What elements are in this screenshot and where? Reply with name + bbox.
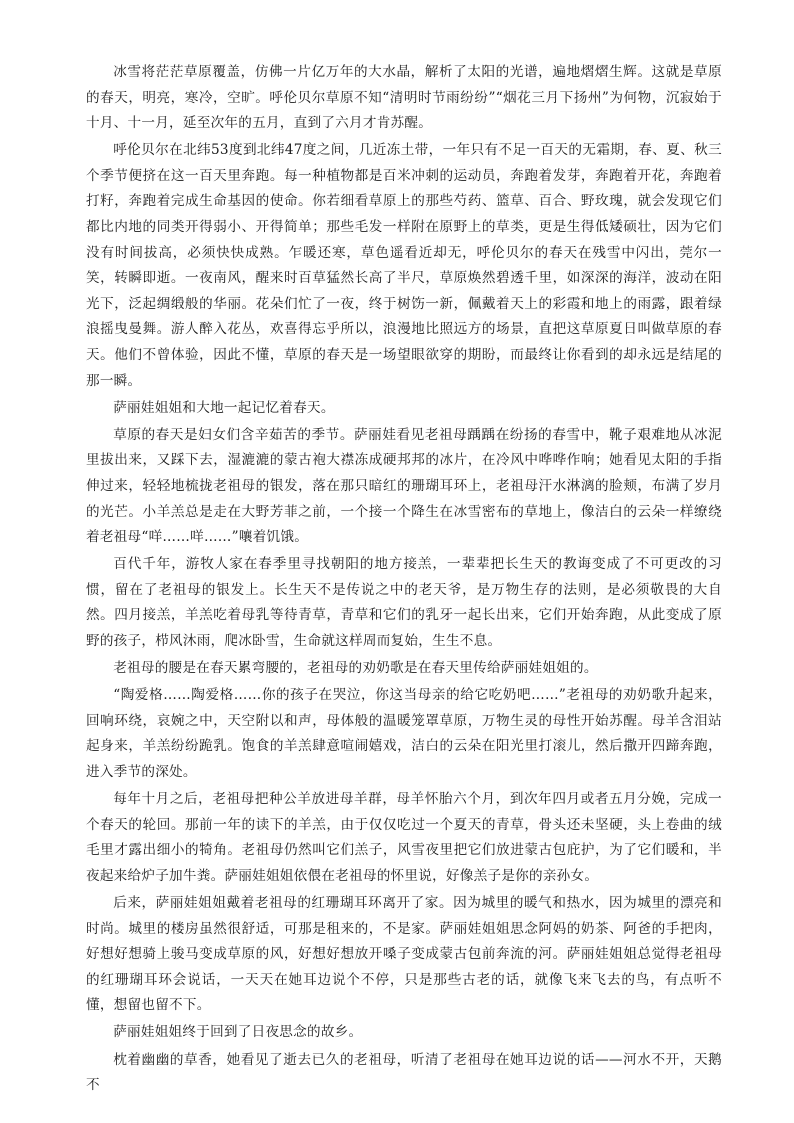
- paragraph-6: 老祖母的腰是在春天累弯腰的，老祖母的劝奶歌是在春天里传给萨丽娃姐姐的。: [113, 660, 598, 677]
- paragraph-1: 冰雪将茫茫草原覆盖，仿佛一片亿万年的大水晶，解析了太阳的光谱，遍地熠熠生辉。这就是草原的春天，明亮，寒冷，空旷。呼伦贝尔草原不知“清明时节雨纷纷”“烟花三月下扬州”为何物，沉寂始于十月、十一月，延至次年的五月，直到了六月才肯苏醒。: [86, 64, 722, 132]
- paragraph-2: 呼伦贝尔在北纬53度到北纬47度之间，几近冻土带，一年只有不足一百天的无霜期，春、夏、秋三个季节便挤在这一百天里奔跑。每一种植物都是百米冲刺的运动员，奔跑着发芽，奔跑着开花，奔跑着打籽，奔跑着完成生命基因的使命。你若细看草原上的那些芍药、篮草、百合、野玫瑰，就会发现它们都比内地的同类开得弱小、开得简单；那些毛发一样附在原野上的草类，更是生得低矮硕壮，因为它们没有时间拔高，必须快快成熟。乍暖还寒，草色遥看近却无，呼伦贝尔的春天在残雪中闪出，莞尔一笑，转瞬即逝。一夜南风，醒来时百草猛然长高了半尺，草原焕然碧透千里，如深深的海洋，波动在阳光下，泛起绸缎般的华丽。花朵们忙了一夜，终于树饬一新，佩戴着天上的彩霞和地上的雨露，跟着绿浪摇曳曼舞。游人醉入花丛，欢喜得忘乎所以，浪漫地比照远方的场景，直把这草原夏日叫做草原的春天。他们不曾体验，因此不懂，草原的春天是一场望眼欲穿的期盼，而最终让你看到的却永远是结尾的那一瞬。: [86, 142, 722, 389]
- paragraph-11: 枕着幽幽的草香，她看见了逝去已久的老祖母，听清了老祖母在她耳边说的话——河水不开，天鹅不: [86, 1051, 722, 1094]
- paragraph-9: 后来，萨丽娃姐姐戴着老祖母的红珊瑚耳环离开了家。因为城里的暖气和热水，因为城里的漂亮和时尚。城里的楼房虽然很舒适，可那是租来的，不是家。萨丽娃姐姐思念阿妈的奶茶、阿爸的手把肉，好想好想骑上骏马变成草原的风，好想好想放开嗓子变成蒙古包前奔流的河。萨丽娃姐姐总觉得老祖母的红珊瑚耳环会说话，一天天在她耳边说个不停，只是那些古老的话，就像飞来飞去的鸟，有点听不懂，想留也留不下。: [86, 895, 722, 1014]
- paragraph-5: 百代千年，游牧人家在春季里寻找朝阳的地方接羔，一辈辈把长生天的教诲变成了不可更改的习惯，留在了老祖母的银发上。长生天不是传说之中的老天爷，是万物生存的法则，是必须敬畏的大自然。四月接羔，羊羔吃着母乳等待青草，青草和它们的乳牙一起长出来，它们开始奔跑，从此变成了原野的孩子，栉风沐雨，爬冰卧雪，生命就这样周而复始，生生不息。: [86, 556, 722, 650]
- paragraph-3: 萨丽娃姐姐和大地一起记忆着春天。: [113, 399, 335, 416]
- paragraph-4: 草原的春天是妇女们含辛茹苦的季节。萨丽娃看见老祖母踽踽在纷扬的春雪中，靴子艰难地从冰泥里拔出来，又踩下去，湿漉漉的蒙古袍大襟冻成硬邦邦的冰片，在冷风中哗哗作响；她看见太阳的手指伸过来，轻轻地梳拢老祖母的银发，落在那只暗红的珊瑚耳环上，老祖母汗水淋漓的脸颊，布满了岁月的光芒。小羊羔总是走在大野芳菲之前，一个接一个降生在冰雪密布的草地上，像洁白的云朵一样缭绕着老祖母“咩……咩……”嚷着饥饿。: [86, 426, 722, 546]
- paragraph-10: 萨丽娃姐姐终于回到了日夜思念的故乡。: [113, 1024, 363, 1041]
- paragraph-7: “陶爱格……陶爱格……你的孩子在哭泣，你这当母亲的给它吃奶吧……”老祖母的劝奶歌升起来，回响环绕，哀婉之中，天空附以和声，母体般的温暖笼罩草原，万物生灵的母性开始苏醒。母羊含泪站起身来，羊羔纷纷跪乳。饱食的羊羔肆意喧闹嬉戏，洁白的云朵在阳光里打滚儿，然后撒开四蹄奔跑，进入季节的深处。: [86, 687, 722, 781]
- document-body: [86, 60, 722, 1100]
- paragraph-8: 每年十月之后，老祖母把种公羊放进母羊群，母羊怀胎六个月，到次年四月或者五月分娩，完成一个春天的轮回。那前一年的读下的羊羔，由于仅仅吃过一个夏天的青草，骨头还未坚硬，头上卷曲的绒毛里才露出细小的犄角。老祖母仍然叫它们羔子，风雪夜里把它们放进蒙古包庇护，为了它们暖和，半夜起来给炉子加牛粪。萨丽娃姐姐依偎在老祖母的怀里说，好像羔子是你的亲孙女。: [86, 791, 722, 884]
